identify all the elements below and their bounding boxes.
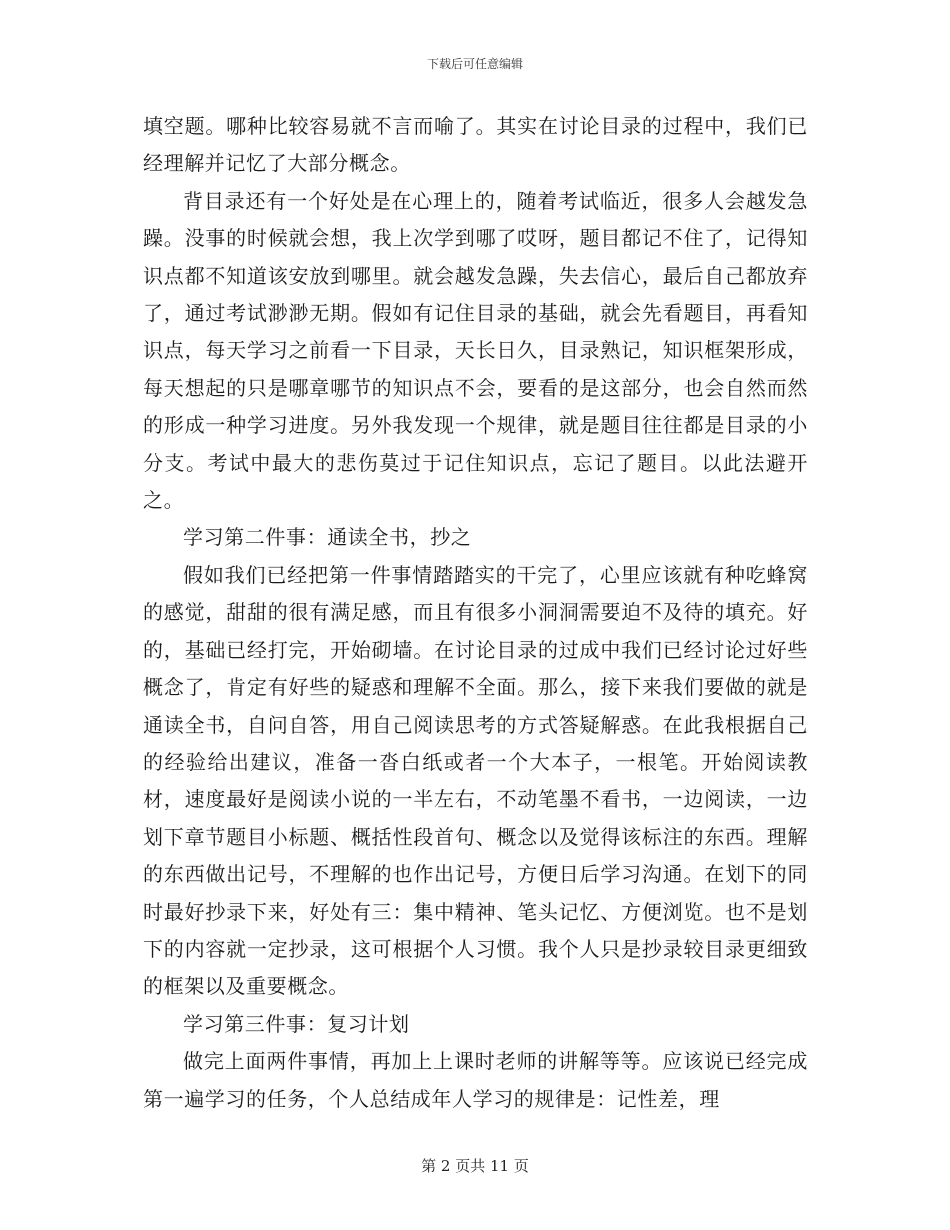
section-heading: 学习第二件事：通读全书，抄之 [183, 525, 472, 550]
section-heading: 学习第三件事：复习计划 [183, 1011, 410, 1036]
page-footer: 第 2 页共 11 页 [421, 1157, 529, 1175]
paragraph: 假如我们已经把第一件事情踏踏实的干完了，心里应该就有种吃蜂窝的感觉，甜甜的很有满足感，而且有很多小洞洞需要迫不及待的填充。好的，基础已经打完，开始砌墙。在讨论目录的过成中我们已经讨论过好些概念了，肯定有好些的疑惑和理解不全面。那么，接下来我们要做的就是通读全书，自问自答，用自己阅读思考的方式答疑解惑。在此我根据自己的经验给出建议，准备一沓白纸或者一个大本子，一根笔。开始阅读教材，速度最好是阅读小说的一半左右，不动笔墨不看书，一边阅读，一边划下章节题目小标题、概括性段首句、概念以及觉得该标注的东西。理解的东西做出记号，不理解的也作出记号，方便日后学习沟通。在划下的同时最好抄录下来，好处有三：集中精神、笔头记忆、方便浏览。也不是划下的内容就一定抄录，这可根据个人习惯。我个人只是抄录较目录更细致的框架以及重要概念。 [143, 562, 808, 999]
paragraph: 背目录还有一个好处是在心理上的，随着考试临近，很多人会越发急躁。没事的时候就会想，我上次学到哪了哎呀，题目都记不住了，记得知识点都不知道该安放到哪里。就会越发急躁，失去信心，最后自己都放弃了，通过考试渺渺无期。假如有记住目录的基础，就会先看题目，再看知识点，每天学习之前看一下目录，天长日久，目录熟记，知识框架形成，每天想起的只是哪章哪节的知识点不会，要看的是这部分，也会自然而然的形成一种学习进度。另外我发现一个规律，就是题目往往都是目录的小分支。考试中最大的悲伤莫过于记住知识点，忘记了题目。以此法避开之。 [143, 188, 808, 513]
paragraph: 做完上面两件事情，再加上上课时老师的讲解等等。应该说已经完成第一遍学习的任务，个人总结成年人学习的规律是：记性差，理 [143, 1049, 808, 1111]
page-header: 下载后可任意编辑 [426, 57, 523, 71]
paragraph: 填空题。哪种比较容易就不言而喻了。其实在讨论目录的过程中，我们已经理解并记忆了大部分概念。 [143, 114, 808, 176]
document-body [143, 108, 808, 1118]
